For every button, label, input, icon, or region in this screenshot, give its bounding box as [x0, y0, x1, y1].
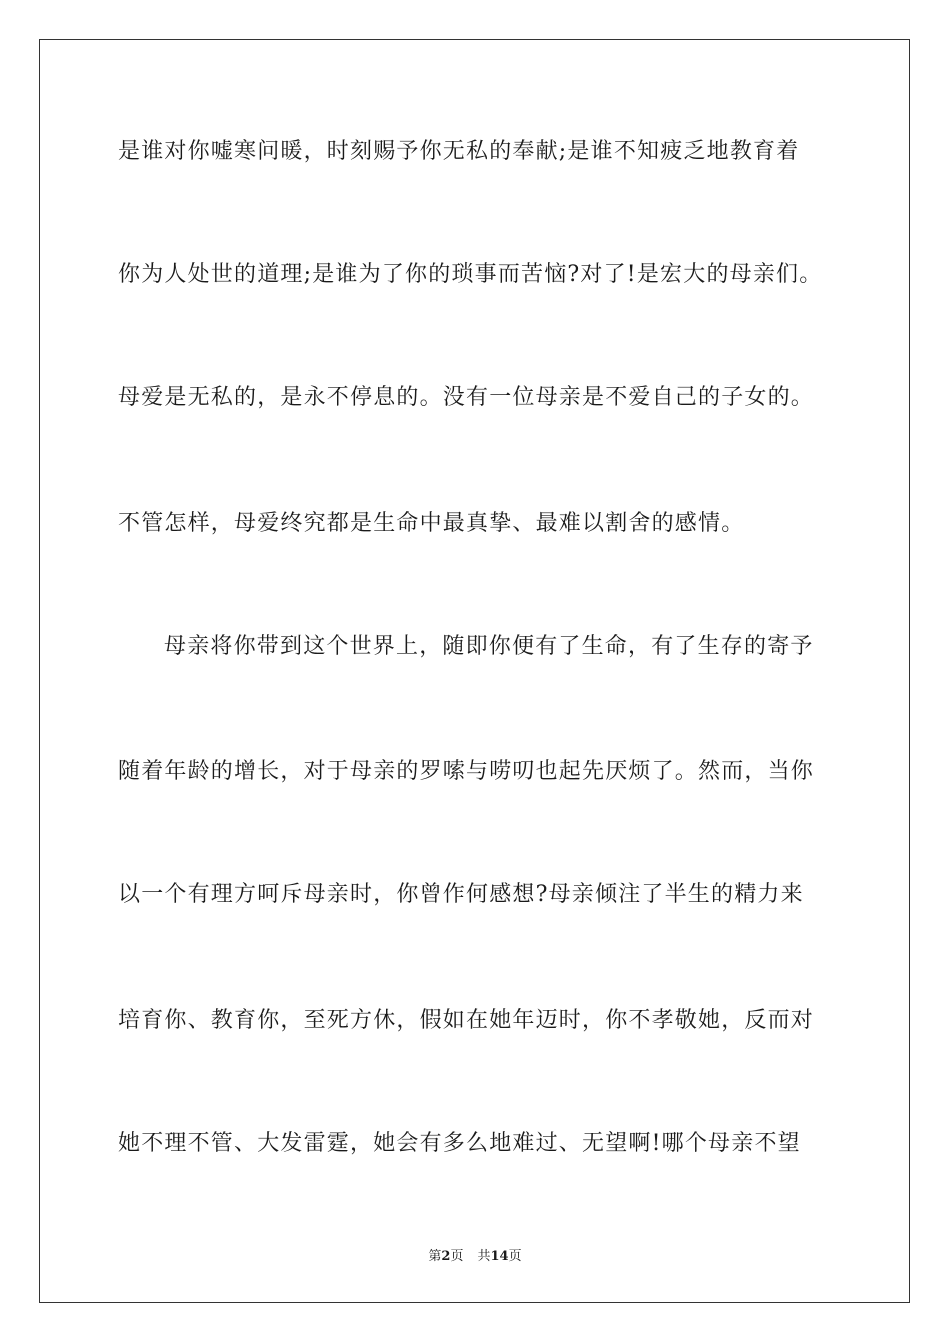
total-pages-prefix: 共	[477, 1249, 491, 1264]
body-line-9: 她不理不管、大发雷霆，她会有多么地难过、无望啊!哪个母亲不望	[118, 1131, 801, 1156]
body-line-6: 随着年龄的增长，对于母亲的罗嗦与唠叨也起先厌烦了。然而，当你	[118, 759, 815, 784]
body-line-5: 母亲将你带到这个世界上，随即你便有了生命，有了生存的寄予	[164, 634, 814, 659]
page-number: 2	[441, 1249, 451, 1264]
body-line-3: 母爱是无私的，是永不停息的。没有一位母亲是不爱自己的子女的。	[118, 385, 815, 410]
body-line-1: 是谁对你嘘寒问暖，时刻赐予你无私的奉献;是谁不知疲乏地教育着	[118, 139, 800, 164]
body-line-8: 培育你、教育你，至死方休，假如在她年迈时，你不孝敬她，反而对	[118, 1008, 815, 1033]
total-pages: 14	[490, 1249, 509, 1264]
body-line-4: 不管怎样，母爱终究都是生命中最真挚、最难以割舍的感情。	[118, 511, 745, 536]
body-line-2: 你为人处世的道理;是谁为了你的琐事而苦恼?对了!是宏大的母亲们。	[118, 262, 823, 287]
page-footer	[0, 1248, 950, 1266]
body-line-7: 以一个有理方呵斥母亲时，你曾作何感想?母亲倾注了半生的精力来	[118, 882, 804, 907]
page-number-prefix: 第	[428, 1249, 442, 1264]
total-pages-suffix: 页	[508, 1249, 522, 1264]
page-border	[39, 39, 910, 1303]
page-number-suffix: 页	[450, 1249, 464, 1264]
